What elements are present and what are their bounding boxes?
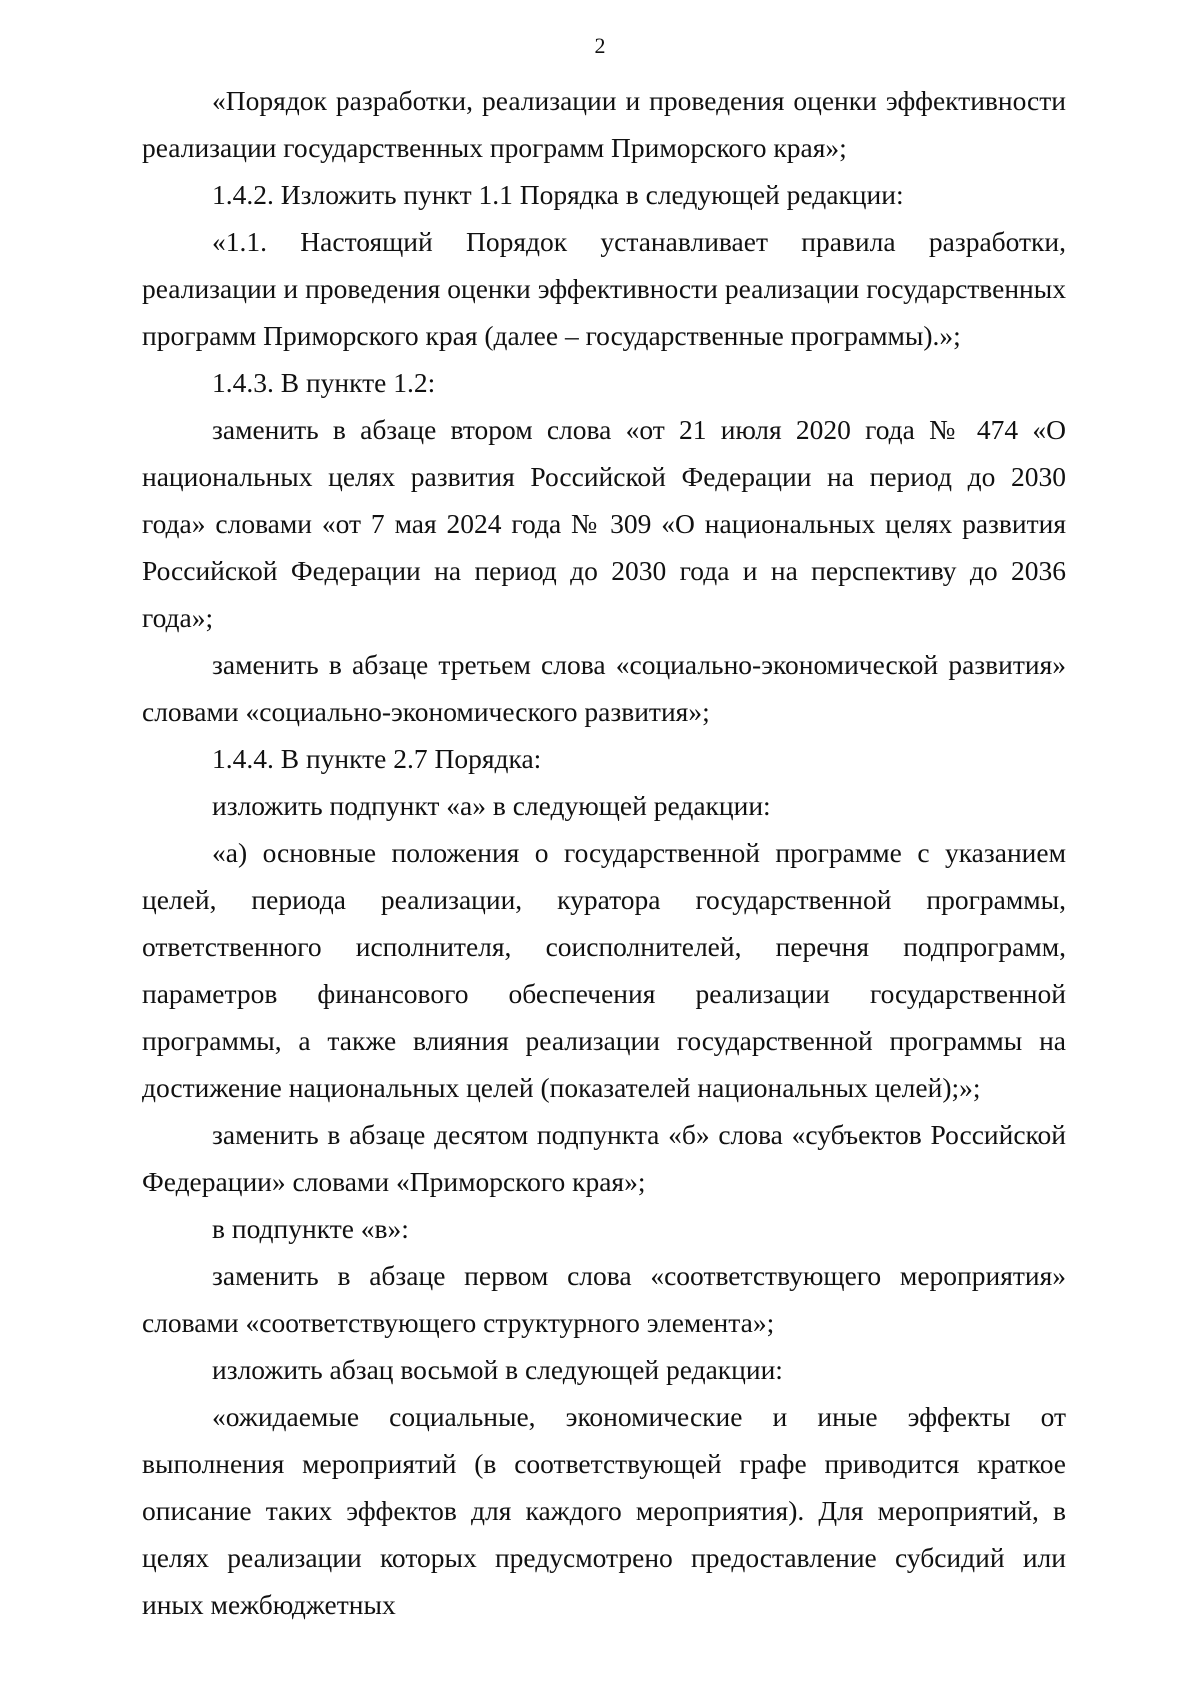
paragraph-5: заменить в абзаце втором слова «от 21 июля 2020 года № 474 «О национальных целях развития Российской Федерации на период до 2030 года» словами «от 7 мая 2024 года № 309 «О национальных целях развития Российской Федерации на период до 2030 года и на перспективу до 2036 года»; bbox=[142, 414, 1066, 633]
paragraph-2: 1.4.2. Изложить пункт 1.1 Порядка в следующей редакции: bbox=[212, 179, 904, 210]
paragraph-12: заменить в абзаце первом слова «соответствующего мероприятия» словами «соответствующего структурного элемента»; bbox=[142, 1260, 1066, 1338]
paragraph-9: «а) основные положения о государственной программе с указанием целей, периода реализации, куратора государственной программы, ответственного исполнителя, соисполнителей, перечня подпрограмм, параметров финансового обеспечения реализации государственной программы, а также влияния реализации государственной программы на достижение национальных целей (показателей национальных целей);»; bbox=[142, 837, 1066, 1103]
paragraph-7: 1.4.4. В пункте 2.7 Порядка: bbox=[212, 743, 542, 774]
paragraph-6: заменить в абзаце третьем слова «социально-экономической развития» словами «социально-экономического развития»; bbox=[142, 649, 1066, 727]
paragraph-1: «Порядок разработки, реализации и проведения оценки эффективности реализации государственных программ Приморского края»; bbox=[142, 85, 1066, 163]
page-number: 2 bbox=[594, 33, 606, 58]
paragraph-8: изложить подпункт «а» в следующей редакции: bbox=[212, 790, 771, 821]
paragraph-11: в подпункте «в»: bbox=[212, 1213, 409, 1244]
paragraph-3: «1.1. Настоящий Порядок устанавливает правила разработки, реализации и проведения оценки эффективности реализации государственных программ Приморского края (далее – государственные программы).»; bbox=[142, 226, 1066, 351]
paragraph-4: 1.4.3. В пункте 1.2: bbox=[212, 367, 436, 398]
document-body bbox=[142, 77, 1066, 1628]
paragraph-10: заменить в абзаце десятом подпункта «б» слова «субъектов Российской Федерации» словами «Приморского края»; bbox=[142, 1119, 1066, 1197]
paragraph-14: «ожидаемые социальные, экономические и иные эффекты от выполнения мероприятий (в соответствующей графе приводится краткое описание таких эффектов для каждого мероприятия). Для мероприятий, в целях реализации которых предусмотрено предоставление субсидий или иных межбюджетных bbox=[142, 1401, 1066, 1620]
paragraph-13: изложить абзац восьмой в следующей редакции: bbox=[212, 1354, 783, 1385]
